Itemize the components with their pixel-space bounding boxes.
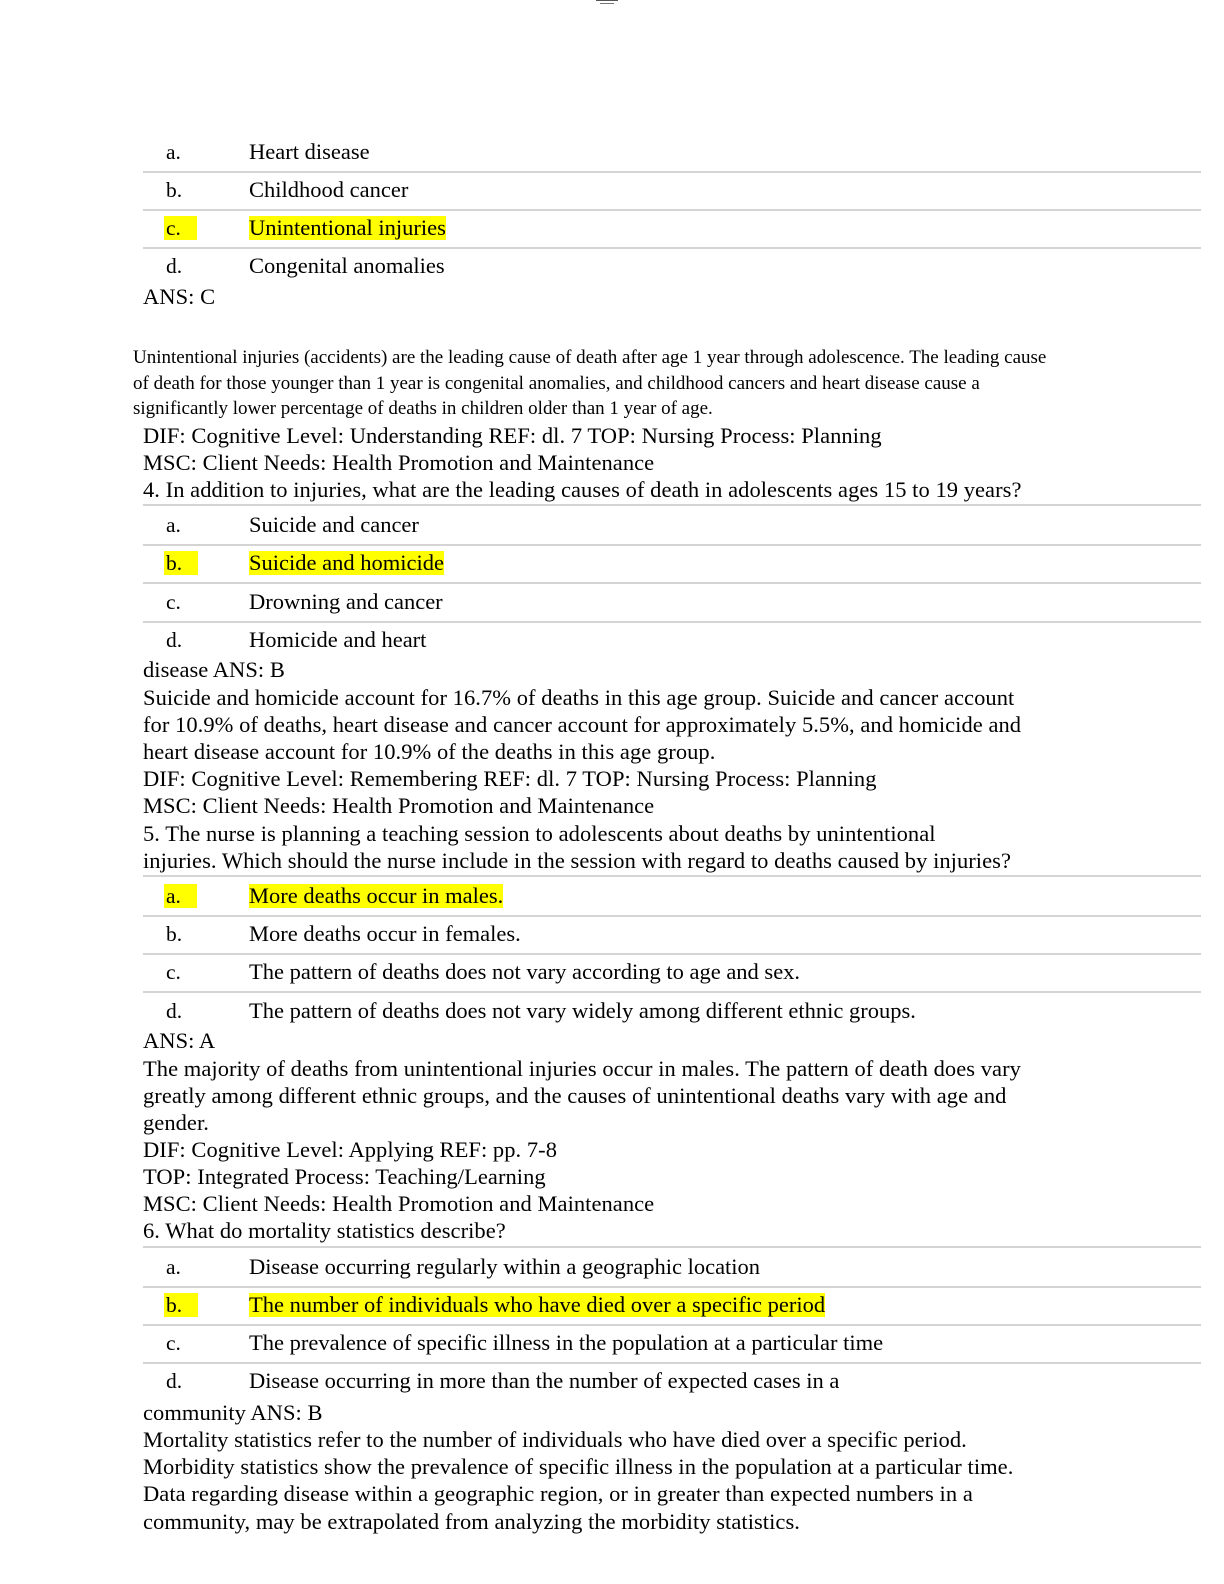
option-letter: c. <box>166 590 181 614</box>
option-text: Drowning and cancer <box>249 589 443 614</box>
q4-answer: disease ANS: B <box>143 657 285 682</box>
q6-rationale-line-4: community, may be extrapolated from analyzing the morbidity statistics. <box>143 1509 800 1534</box>
q4-rationale-line-2: for 10.9% of deaths, heart disease and cancer account for approximately 5.5%, and homicide and <box>143 712 1022 737</box>
option-letter: c. <box>166 1331 181 1355</box>
q4-dif: DIF: Cognitive Level: Remembering REF: dl. 7 TOP: Nursing Process: Planning <box>143 766 877 791</box>
option-letter: a. <box>166 513 181 537</box>
option-letter: c. <box>164 216 197 240</box>
q5-answer: ANS: A <box>143 1028 216 1053</box>
q3-option-b <box>143 171 1201 211</box>
option-letter: c. <box>166 960 181 984</box>
q5-option-b <box>143 915 1201 955</box>
option-text: Suicide and homicide <box>249 550 444 575</box>
q6-rationale-line-2: Morbidity statistics show the prevalence of specific illness in the population at a particular time. <box>143 1454 1014 1479</box>
option-text: Suicide and cancer <box>249 512 419 537</box>
q4-option-c <box>143 583 1201 623</box>
option-letter: a. <box>166 1255 181 1279</box>
option-text: Disease occurring regularly within a geographic location <box>249 1254 761 1279</box>
q3-answer: ANS: C <box>143 284 216 309</box>
option-text: Disease occurring in more than the number of expected cases in a <box>249 1368 840 1393</box>
q3-rationale <box>133 345 1193 422</box>
option-text: More deaths occur in males. <box>249 883 504 908</box>
q6-rationale-line-1: Mortality statistics refer to the number of individuals who have died over a specific period. <box>143 1427 967 1452</box>
option-letter: d. <box>166 1369 183 1393</box>
q6-rationale-line-3: Data regarding disease within a geographic region, or in greater than expected numbers in a <box>143 1481 973 1506</box>
option-text: Unintentional injuries <box>249 215 446 240</box>
option-text: Heart disease <box>249 139 370 164</box>
rationale-line: Unintentional injuries (accidents) are the leading cause of death after age 1 year through adolescence. The leading cause <box>133 347 1047 368</box>
option-letter: b. <box>166 178 183 202</box>
q6-answer: community ANS: B <box>143 1400 323 1425</box>
option-text: The pattern of deaths does not vary widely among different ethnic groups. <box>249 998 916 1023</box>
q3-option-c-correct <box>143 209 1201 249</box>
q6-option-c <box>143 1324 1201 1364</box>
q5-msc: MSC: Client Needs: Health Promotion and Maintenance <box>143 1191 655 1216</box>
option-letter: b. <box>166 922 183 946</box>
option-text: The pattern of deaths does not vary according to age and sex. <box>249 959 801 984</box>
option-text: Congenital anomalies <box>249 253 445 278</box>
q5-top: TOP: Integrated Process: Teaching/Learning <box>143 1164 546 1189</box>
option-letter: b. <box>164 551 198 575</box>
q5-option-c <box>143 953 1201 993</box>
q4-option-a <box>143 504 1201 546</box>
option-letter: a. <box>166 140 181 164</box>
option-text: Homicide and heart <box>249 627 427 652</box>
q5-rationale-line-3: gender. <box>143 1110 209 1135</box>
q4-option-d <box>143 621 1201 659</box>
q4-msc: MSC: Client Needs: Health Promotion and Maintenance <box>143 793 655 818</box>
option-text: The number of individuals who have died over a specific period <box>249 1292 826 1317</box>
q5-option-d <box>143 992 1201 1030</box>
option-text: The prevalence of specific illness in the population at a particular time <box>249 1330 884 1355</box>
option-text: More deaths occur in females. <box>249 921 521 946</box>
q5-option-a-correct <box>143 875 1201 917</box>
option-letter: a. <box>164 884 197 908</box>
rationale-line: significantly lower percentage of deaths in children older than 1 year of age. <box>133 398 713 419</box>
q3-dif: DIF: Cognitive Level: Understanding REF: dl. 7 TOP: Nursing Process: Planning <box>143 423 882 448</box>
q5-question-line-1: 5. The nurse is planning a teaching session to adolescents about deaths by unintentional <box>143 821 936 846</box>
option-letter: d. <box>166 999 183 1023</box>
q6-option-b-correct <box>143 1286 1201 1326</box>
q5-question-line-2: injuries. Which should the nurse include in the session with regard to deaths caused by injuries? <box>143 848 1011 873</box>
option-letter: d. <box>166 628 183 652</box>
q5-rationale-line-1: The majority of deaths from unintentional injuries occur in males. The pattern of death does vary <box>143 1056 1021 1081</box>
page-top-mark <box>596 0 618 3</box>
q3-option-d <box>143 247 1201 285</box>
q3-option-a <box>143 133 1201 173</box>
q6-option-a <box>143 1246 1201 1288</box>
q4-option-b-correct <box>143 544 1201 584</box>
q6-option-d <box>143 1362 1201 1400</box>
q5-dif: DIF: Cognitive Level: Applying REF: pp. 7-8 <box>143 1137 558 1162</box>
option-letter: d. <box>166 254 183 278</box>
q4-rationale-line-1: Suicide and homicide account for 16.7% of deaths in this age group. Suicide and cancer account <box>143 685 1015 710</box>
q4-rationale-line-3: heart disease account for 10.9% of the deaths in this age group. <box>143 739 716 764</box>
option-text: Childhood cancer <box>249 177 409 202</box>
q5-rationale-line-2: greatly among different ethnic groups, and the causes of unintentional deaths vary with age and <box>143 1083 1007 1108</box>
q3-msc: MSC: Client Needs: Health Promotion and Maintenance <box>143 450 655 475</box>
rationale-line: of death for those younger than 1 year is congenital anomalies, and childhood cancers and heart disease cause a <box>133 372 980 394</box>
option-letter: b. <box>164 1293 198 1317</box>
q6-question: 6. What do mortality statistics describe? <box>143 1218 506 1243</box>
q4-question: 4. In addition to injuries, what are the leading causes of death in adolescents ages 15 to 19 years? <box>143 477 1022 502</box>
